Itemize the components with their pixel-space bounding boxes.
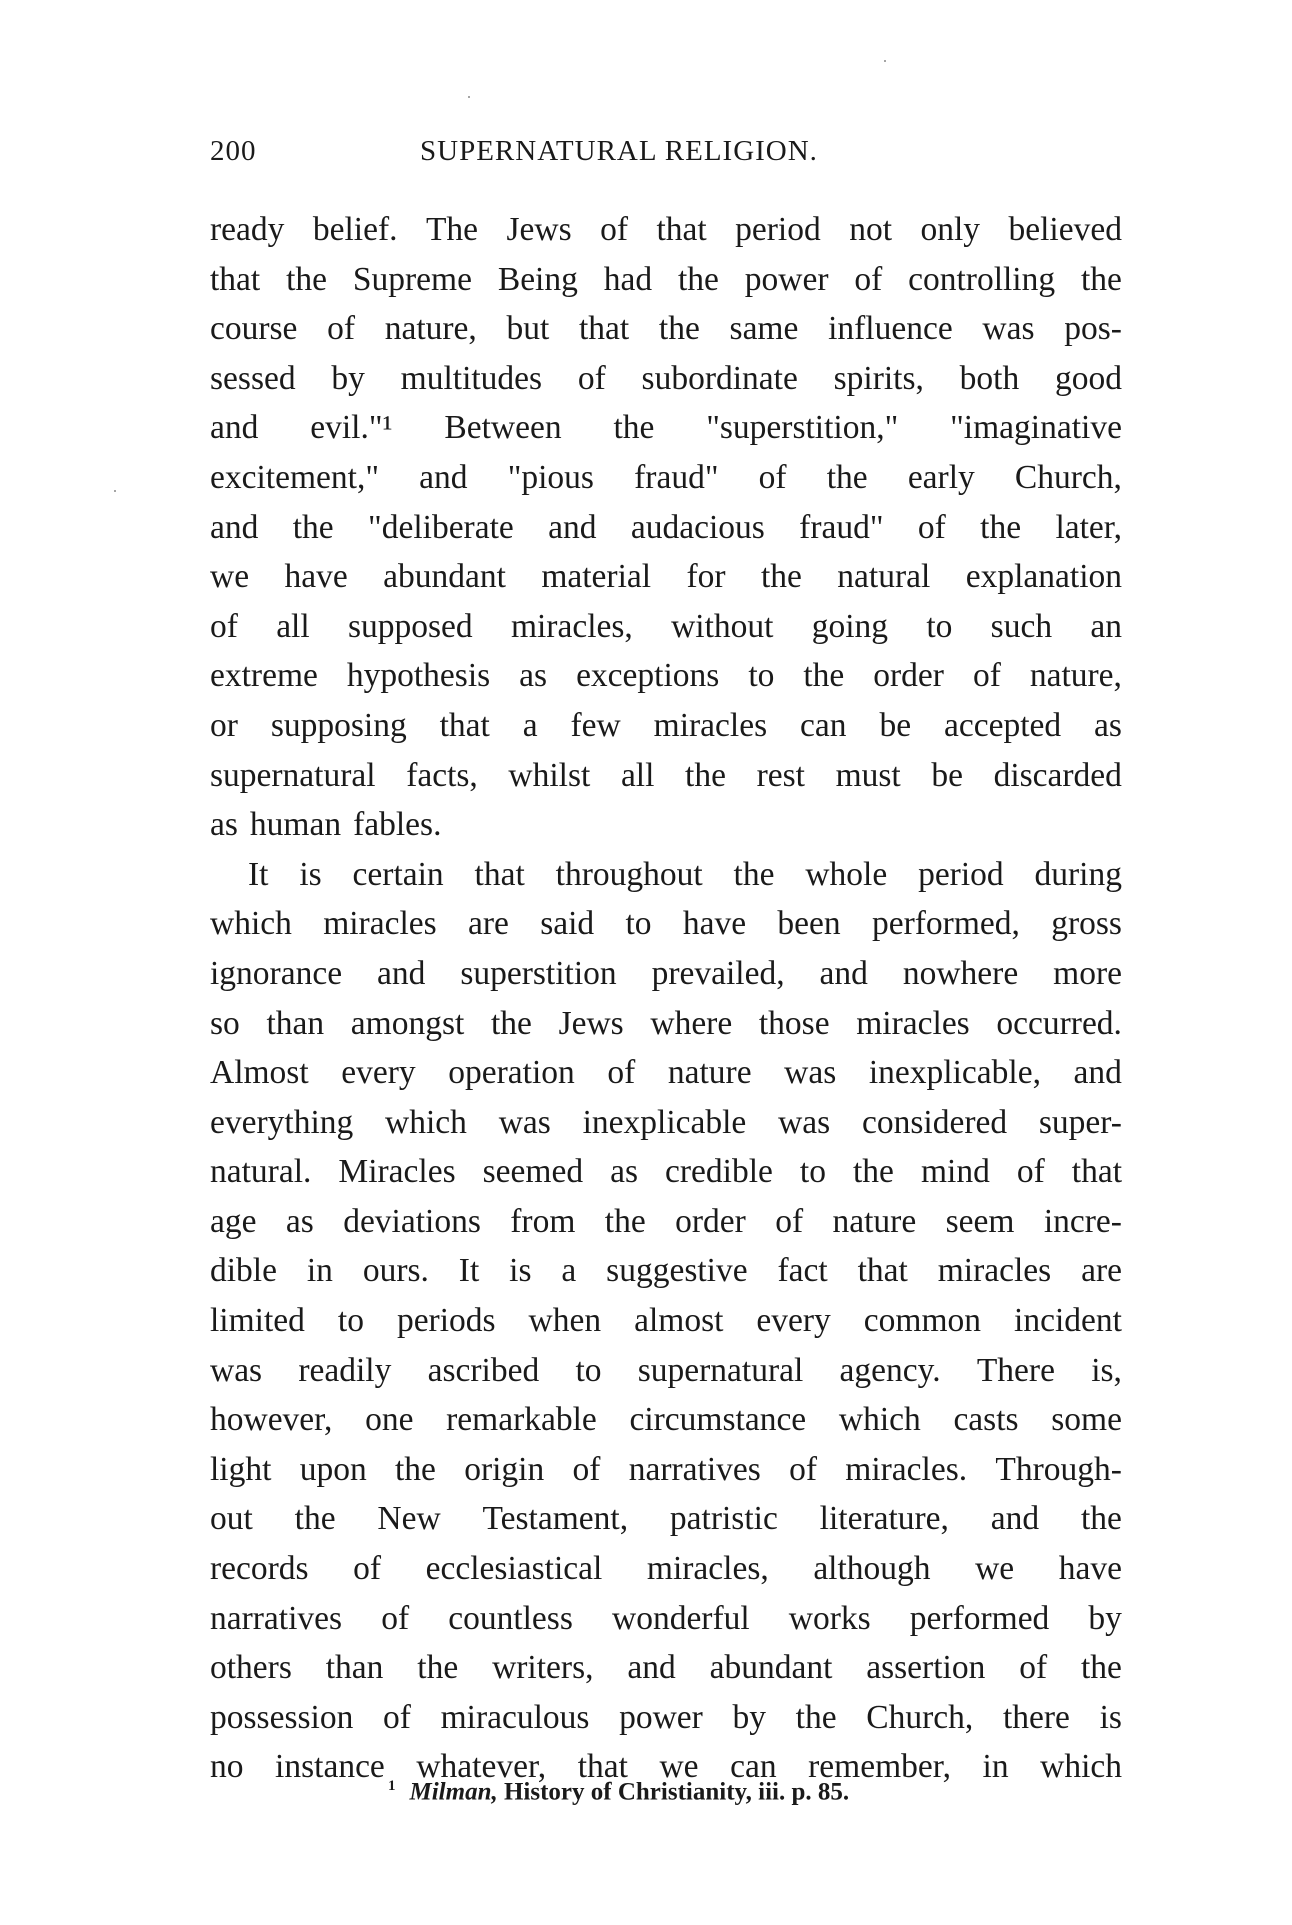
text-line: limited to periods when almost every common incident (210, 1302, 1122, 1340)
text-line: everything which was inexplicable was considered super- (210, 1103, 1122, 1141)
text-line: as human fables. (210, 806, 442, 844)
text-line: that the Supreme Being had the power of controlling the (210, 260, 1122, 298)
text-line: sessed by multitudes of subordinate spirits, both good (210, 359, 1122, 397)
text-line: extreme hypothesis as exceptions to the order of nature, (210, 657, 1122, 695)
text-line: which miracles are said to have been performed, gross (210, 905, 1122, 943)
print-speck (884, 60, 886, 62)
text-line: possession of miraculous power by the Church, there is (210, 1698, 1122, 1736)
text-line: and evil."¹ Between the "superstition," "imaginative (210, 409, 1122, 447)
print-speck (114, 490, 116, 492)
footnote-marker: 1 (388, 1778, 396, 1794)
footnote-text: History of Christianity, iii. p. 85. (503, 1778, 850, 1806)
text-line: narratives of countless wonderful works performed by (210, 1599, 1122, 1637)
text-line: light upon the origin of narratives of miracles. Through- (210, 1450, 1122, 1488)
text-line: or supposing that a few miracles can be accepted as (210, 706, 1122, 744)
text-line: others than the writers, and abundant assertion of the (210, 1649, 1122, 1687)
text-line: out the New Testament, patristic literature, and the (210, 1500, 1122, 1538)
text-line: however, one remarkable circumstance which casts some (210, 1401, 1122, 1439)
text-line: of all supposed miracles, without going to such an (210, 607, 1122, 645)
page-header (210, 135, 1122, 175)
text-line: natural. Miracles seemed as credible to the mind of that (210, 1153, 1122, 1191)
text-line: age as deviations from the order of nature seem incre- (210, 1202, 1122, 1240)
page-number: 200 (210, 135, 257, 167)
text-line: ignorance and superstition prevailed, and nowhere more (210, 954, 1122, 992)
footnote (388, 1778, 1108, 1806)
text-line: so than amongst the Jews where those miracles occurred. (210, 1004, 1122, 1042)
text-line: Almost every operation of nature was inexplicable, and (210, 1054, 1122, 1092)
text-line: we have abundant material for the natural explanation (210, 558, 1122, 596)
text-line: It is certain that throughout the whole period during (248, 855, 1122, 893)
body-text (210, 205, 1122, 1792)
running-title: SUPERNATURAL RELIGION. (420, 135, 818, 167)
footnote-author: Milman, (409, 1778, 498, 1806)
text-line: and the "deliberate and audacious fraud" of the later, (210, 508, 1122, 546)
print-speck (468, 96, 470, 98)
text-line: supernatural facts, whilst all the rest must be discarded (210, 756, 1122, 794)
text-line: no instance whatever, that we can remember, in which (210, 1748, 1122, 1786)
text-line: records of ecclesiastical miracles, although we have (210, 1550, 1122, 1588)
text-line: ready belief. The Jews of that period not only believed (210, 211, 1122, 248)
text-line: excitement," and "pious fraud" of the early Church, (210, 458, 1122, 496)
text-line: was readily ascribed to supernatural agency. There is, (210, 1351, 1122, 1389)
text-line: dible in ours. It is a suggestive fact that miracles are (210, 1252, 1122, 1290)
text-line: course of nature, but that the same influence was pos- (210, 310, 1122, 348)
